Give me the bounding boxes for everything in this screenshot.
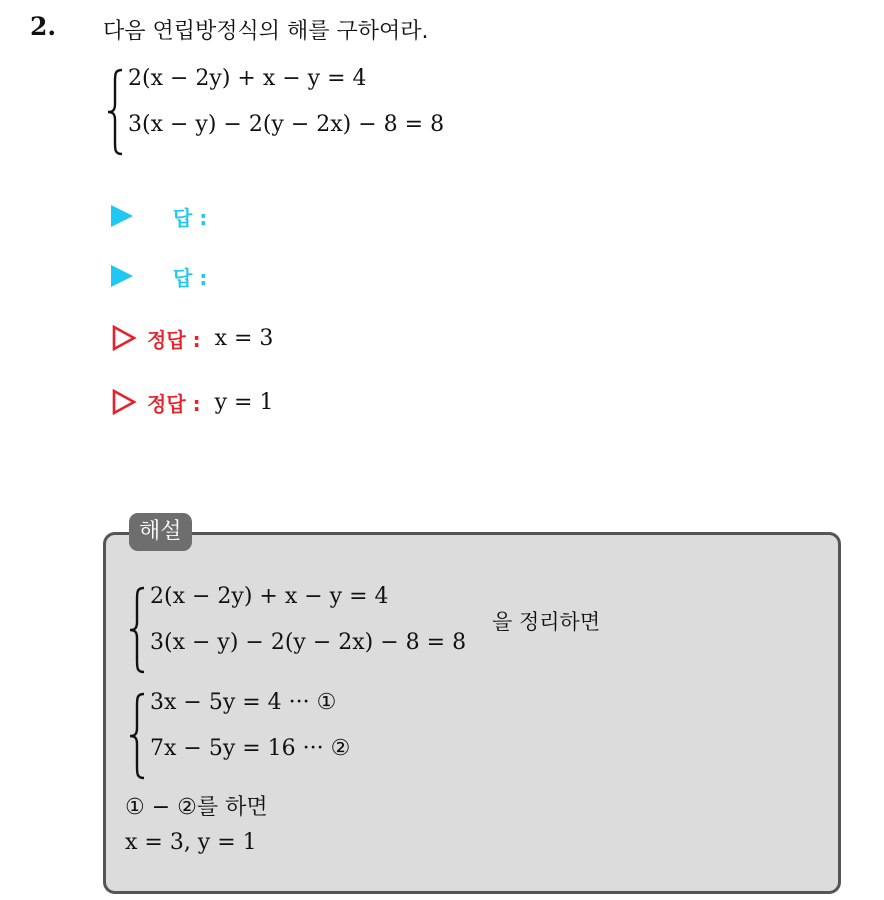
solution-equation-system-2 bbox=[128, 690, 428, 782]
question-equation-2: 3(x − y) − 2(y − 2x) − 8 = 8 bbox=[128, 112, 445, 137]
left-brace-icon bbox=[106, 68, 126, 156]
answer-label: 답 : bbox=[173, 265, 208, 290]
solution-tab: 해설 bbox=[129, 513, 192, 551]
correct-answer-value: y = 1 bbox=[214, 389, 274, 415]
correct-answer-label: 정답 : bbox=[147, 391, 201, 416]
solution-equation-system-1 bbox=[128, 584, 488, 676]
question-equation-system bbox=[106, 66, 526, 158]
question-prompt: 다음 연립방정식의 해를 구하여라. bbox=[103, 19, 429, 44]
correct-answer-row-2 bbox=[111, 382, 273, 422]
answer-row-2[interactable] bbox=[111, 256, 207, 296]
question-equation-1: 2(x − 2y) + x − y = 4 bbox=[128, 66, 367, 91]
correct-answer-value: x = 3 bbox=[214, 325, 274, 351]
solution-step: ① − ②를 하면 bbox=[125, 795, 268, 820]
question-number: 2. bbox=[30, 12, 57, 41]
play-triangle-icon bbox=[111, 205, 133, 227]
answer-row-1[interactable] bbox=[111, 196, 207, 236]
outline-triangle-icon bbox=[111, 325, 137, 351]
solution-note: 을 정리하면 bbox=[492, 610, 601, 634]
answer-label: 답 : bbox=[173, 205, 208, 230]
solution-equation-4: 7x − 5y = 16 ··· ② bbox=[150, 736, 351, 761]
correct-answer-row-1 bbox=[111, 318, 273, 358]
left-brace-icon bbox=[128, 586, 148, 674]
correct-answer-label: 정답 : bbox=[147, 327, 201, 352]
play-triangle-icon bbox=[111, 265, 133, 287]
solution-equation-1: 2(x − 2y) + x − y = 4 bbox=[150, 584, 389, 609]
outline-triangle-icon bbox=[111, 389, 137, 415]
left-brace-icon bbox=[128, 692, 148, 780]
solution-equation-3: 3x − 5y = 4 ··· ① bbox=[150, 690, 337, 715]
solution-equation-2: 3(x − y) − 2(y − 2x) − 8 = 8 bbox=[150, 630, 467, 655]
solution-result: x = 3, y = 1 bbox=[125, 830, 257, 855]
